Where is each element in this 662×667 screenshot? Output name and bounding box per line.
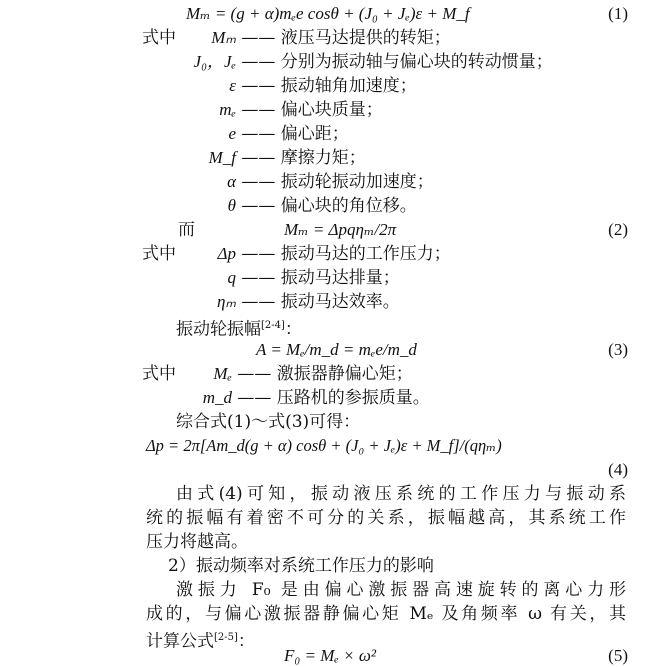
definition-row <box>176 99 383 121</box>
equation-2: Mₘ = Δpqηₘ/2π <box>284 220 397 239</box>
amplitude-intro-colon: ： <box>284 319 302 340</box>
definition-row <box>176 267 400 289</box>
paragraph-line: 由式(4)可知，振动液压系统的工作压力与振动系 <box>176 484 626 504</box>
definition-text: —— 摩擦力矩； <box>241 148 366 168</box>
definition-symbol: α <box>227 172 236 191</box>
definition-row <box>176 171 434 193</box>
definition-row <box>176 387 430 409</box>
definition-symbol: Δp <box>217 244 236 263</box>
where-label-2: 式中 <box>142 244 176 264</box>
definition-text: —— 分别为振动轴与偏心块的转动惯量； <box>241 52 553 72</box>
where-label-3: 式中 <box>142 364 176 384</box>
definition-row <box>176 147 366 169</box>
amplitude-intro <box>176 315 302 341</box>
definition-symbol: q <box>227 268 236 287</box>
definition-symbol: mₑ <box>219 100 236 119</box>
definition-symbol: e <box>228 124 236 143</box>
equation-5: F₀ = Mₑ × ω² <box>284 646 376 665</box>
definition-text: —— 偏心距； <box>241 124 349 144</box>
definition-symbol: ε <box>229 76 236 95</box>
definition-symbol: Mₑ <box>213 364 232 383</box>
equation-1: Mₘ = (g + α)mₑe cosθ + (J₀ + Jₑ)ε + M_f <box>186 4 470 23</box>
equation-4-number: (4) <box>608 460 628 479</box>
definition-text: —— 液压马达提供的转矩； <box>241 28 451 48</box>
definition-symbol: ηₘ <box>216 292 236 311</box>
citation-ref: [2-4] <box>261 320 285 331</box>
where-label-1: 式中 <box>142 28 176 48</box>
definition-text: —— 振动轴角加速度； <box>241 76 417 96</box>
equation-3-number: (3) <box>608 340 628 359</box>
definition-row <box>176 363 413 385</box>
definition-text: —— 振动马达效率。 <box>241 292 400 312</box>
paragraph-line <box>146 627 255 653</box>
definition-text: —— 振动轮振动加速度； <box>241 172 434 192</box>
definition-symbol: M_f <box>208 148 236 167</box>
definition-row <box>176 243 451 265</box>
definition-text: —— 振动马达排量； <box>241 268 400 288</box>
definition-row <box>176 75 417 97</box>
equation-1-number: (1) <box>608 4 628 23</box>
definition-row <box>176 291 400 313</box>
amplitude-intro-text: 振动轮振幅 <box>176 319 261 340</box>
combine-text: 综合式(1)～式(3)可得： <box>176 412 361 432</box>
definition-text: —— 偏心块质量； <box>241 100 383 120</box>
section-heading: 2）振动频率对系统工作压力的影响 <box>168 556 434 576</box>
definition-row <box>176 195 417 217</box>
definition-symbol: m_d <box>202 388 232 407</box>
definition-text: —— 激振器静偏心矩； <box>237 364 413 384</box>
equation-5-number: (5) <box>608 646 628 665</box>
definition-text: —— 压路机的参振质量。 <box>237 388 430 408</box>
equation-4: Δp = 2π[Am_d(g + α) cosθ + (J₀ + Jₑ)ε + M_f]/(qηₘ) <box>146 436 502 455</box>
citation-ref: [2-5] <box>214 632 238 643</box>
equation-2-number: (2) <box>608 220 628 239</box>
paragraph-text: 计算公式 <box>146 631 214 652</box>
paragraph-line: 统的振幅有着密不可分的关系，振幅越高，其系统工作 <box>146 508 626 528</box>
definition-symbol: Mₘ <box>211 28 236 47</box>
definition-row <box>176 27 451 49</box>
paragraph-colon: ： <box>237 631 255 652</box>
equation-3: A = Mₑ/m_d = mₑe/m_d <box>256 340 417 359</box>
definition-text: —— 振动马达的工作压力； <box>241 244 451 264</box>
paragraph-line: 压力将越高。 <box>146 532 248 552</box>
definition-symbol: J₀，Jₑ <box>193 52 236 71</box>
paragraph-line: 激振力 F₀ 是由偏心激振器高速旋转的离心力形 <box>176 580 626 600</box>
paragraph-line: 成的，与偏心激振器静偏心矩 Mₑ 及角频率 ω 有关，其 <box>146 604 626 624</box>
equation-2-lead: 而 <box>178 220 195 240</box>
definition-row <box>176 123 349 145</box>
definition-text: —— 偏心块的角位移。 <box>241 196 417 216</box>
definition-row <box>176 51 553 73</box>
definition-symbol: θ <box>227 196 236 215</box>
